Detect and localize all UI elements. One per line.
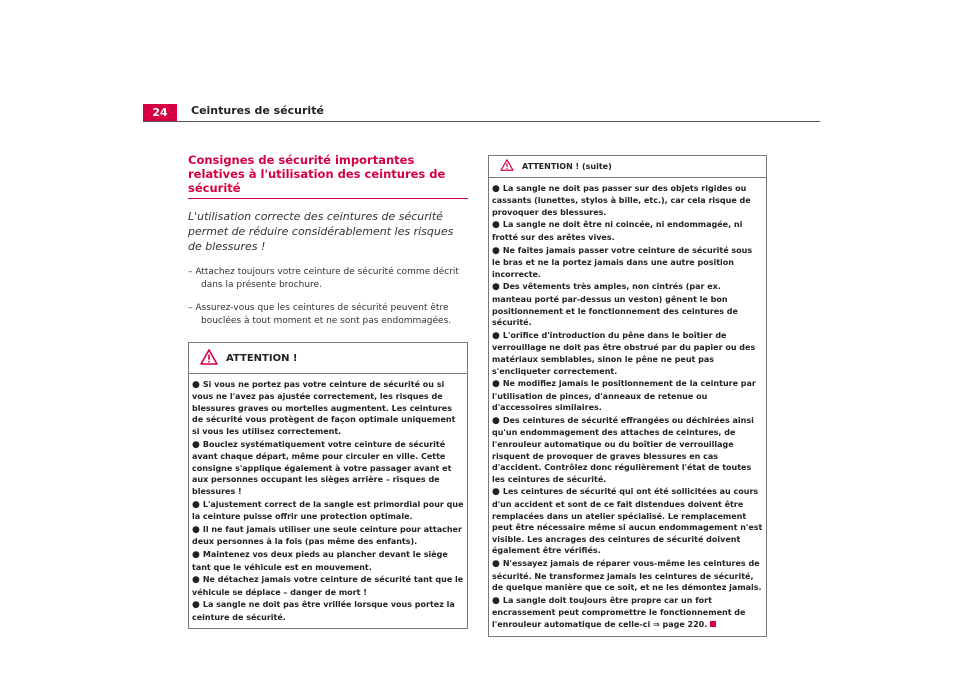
bullet-icon: ● <box>192 575 200 586</box>
warning-item: ● Bouclez systématiquement votre ceinture de sécurité avant chaque départ, même pour circuler en ville. Cette consigne s'applique également à votre passager avant et aux personnes occupant les sièges arrière – risques de blessures ! <box>192 439 452 496</box>
warning-header <box>492 159 763 175</box>
instruction-step: – Attachez toujours votre ceinture de sécurité comme décrit dans la présente brochure. <box>188 267 459 290</box>
section-lead: L'utilisation correcte des ceintures de sécurité permet de réduire considérablement les risques de blessures ! <box>188 210 454 253</box>
warning-item: ● Ne faites jamais passer votre ceinture de sécurité sous le bras et ne la portez jamais dans une autre position incorrecte. <box>492 245 753 279</box>
bullet-icon: ● <box>492 379 500 390</box>
warning-box-left <box>188 342 468 629</box>
warning-divider <box>189 373 467 374</box>
warning-item: ● Ne détachez jamais votre ceinture de sécurité tant que le véhicule se déplace – danger de mort ! <box>192 575 464 597</box>
bullet-icon: ● <box>492 330 500 341</box>
bullet-icon: ● <box>492 487 500 498</box>
warning-item: ● Des ceintures de sécurité effrangées ou déchirées ainsi qu'un endommagement des attaches de ceintures, de l'enrouleur automatique ou du boîtier de verrouillage risquent de provoquer de graves blessures en cas d'accident. Contrôlez donc régulièrement l'état de toutes les ceintures de sécurité. <box>492 415 754 484</box>
warning-item: ● Si vous ne portez pas votre ceinture de sécurité ou si vous ne l'avez pas ajustée correctement, les risques de blessures graves ou mortelles augmentent. Les ceintures de sécurité vous protègent de façon optimale uniquement si vous les utilisez correctement. <box>192 379 456 436</box>
bullet-icon: ● <box>492 595 500 606</box>
warning-item: ● La sangle doit toujours être propre car un fort encrassement peut compromettre le fonctionnement de l'enrouleur automatique de celle-ci ⇒ page 220. <box>492 595 746 629</box>
warning-label: ATTENTION ! <box>226 353 298 364</box>
chapter-title: Ceintures de sécurité <box>191 104 324 117</box>
warning-item: ● Des vêtements très amples, non cintrés (par ex. manteau porté par-dessus un veston) gênent le bon positionnement et le fonctionnement des ceintures de sécurité. <box>492 282 738 328</box>
bullet-icon: ● <box>492 220 500 231</box>
page-number: 24 <box>143 104 177 121</box>
end-of-section-mark <box>710 621 716 627</box>
warning-triangle-icon <box>200 349 218 369</box>
bullet-icon: ● <box>492 183 500 194</box>
warning-box-right <box>488 155 767 637</box>
bullet-icon: ● <box>492 282 500 293</box>
warning-item: ● L'orifice d'introduction du pêne dans le boîtier de verrouillage ne doit pas être obstrué par du papier ou des matériaux semblables, sinon le pêne ne peut pas s'encliqueter correctement. <box>492 330 756 376</box>
bullet-icon: ● <box>492 415 500 426</box>
bullet-icon: ● <box>192 379 200 390</box>
warning-item: ● La sangle ne doit pas être vrillée lorsque vous portez la ceinture de sécurité. <box>192 600 455 622</box>
warning-header <box>192 349 464 369</box>
bullet-icon: ● <box>492 559 500 569</box>
warning-item: ● La sangle ne doit pas passer sur des objets rigides ou cassants (lunettes, stylos à bille, etc.), car cela risque de provoquer des blessures. <box>492 183 751 217</box>
warning-label: ATTENTION ! (suite) <box>522 162 612 171</box>
bullet-icon: ● <box>192 499 200 510</box>
warning-item: ● La sangle ne doit être ni coincée, ni endommagée, ni frotté sur des arêtes vives. <box>492 220 743 242</box>
warning-item: ● Maintenez vos deux pieds au plancher devant le siège tant que le véhicule est en mouvement. <box>192 549 448 572</box>
bullet-icon: ● <box>192 524 200 535</box>
warning-item: ● L'ajustement correct de la sangle est primordial pour que la ceinture puisse offrir une protection optimale. <box>192 499 464 522</box>
bullet-icon: ● <box>192 600 200 611</box>
header-rule <box>143 121 820 122</box>
warning-triangle-icon <box>500 159 514 175</box>
right-column <box>488 155 767 637</box>
warning-item: ● Ne modifiez jamais le positionnement de la ceinture par l'utilisation de pinces, d'anneaux de retenue ou d'accessoires similaires. <box>492 379 756 413</box>
warning-item: ● Il ne faut jamais utiliser une seule ceinture pour attacher deux personnes à la fois (pas même des enfants). <box>192 524 462 547</box>
section-title: Consignes de sécurité importantes relatives à l'utilisation des ceintures de sécurité <box>188 153 468 199</box>
warning-item: ● Les ceintures de sécurité qui ont été sollicitées au cours d'un accident et sont de ce fait distendues doivent être remplacées dans un atelier spécialisé. Le remplacement peut être nécessaire même si aucun endommagement n'est visible. Les ancrages des ceintures de sécurité doivent également être vérifiés. <box>492 487 763 556</box>
left-column <box>188 153 468 629</box>
bullet-icon: ● <box>192 439 200 450</box>
bullet-icon: ● <box>492 245 500 256</box>
instruction-step: – Assurez-vous que les ceintures de sécurité peuvent être bouclées à tout moment et ne sont pas endommagées. <box>188 303 452 326</box>
warning-item: ● N'essayez jamais de réparer vous-même les ceintures de sécurité. Ne transformez jamais les ceintures de sécurité, de quelque manière que ce soit, et ne les démontez jamais. <box>492 559 762 593</box>
bullet-icon: ● <box>192 549 200 560</box>
warning-divider <box>489 177 766 178</box>
